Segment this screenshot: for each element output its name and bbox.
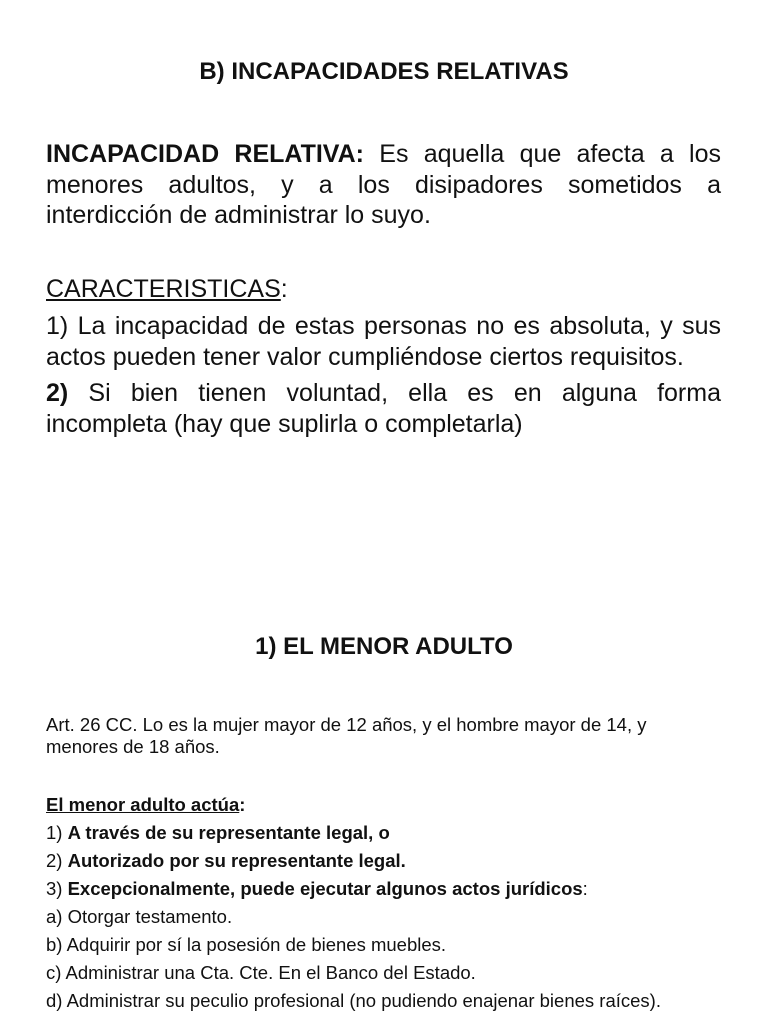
acts-heading: El menor adulto actúa xyxy=(46,794,240,815)
item1-number: 1) xyxy=(46,312,69,340)
option3-number: 3) xyxy=(46,878,68,899)
item1-text: La incapacidad de estas personas no es absoluta, y sus actos pueden tener valor cumpliéndose ciertos requisitos. xyxy=(46,312,721,371)
characteristics-colon: : xyxy=(280,275,288,303)
characteristics-heading-line xyxy=(46,274,721,305)
sub-item-b: b) Adquirir por sí la posesión de bienes muebles. xyxy=(46,934,447,955)
acts-option-2 xyxy=(46,847,722,875)
option3-text: Excepcionalmente, puede ejecutar algunos actos jurídicos xyxy=(67,878,583,899)
option2-text: Autorizado por su representante legal. xyxy=(67,850,406,871)
item2-text: Si bien tienen voluntad, ella es en alguna forma incompleta (hay que suplirla o completarla) xyxy=(46,379,721,438)
definition-paragraph xyxy=(46,139,721,231)
definition-label: INCAPACIDAD RELATIVA: xyxy=(46,140,365,168)
item2-number: 2) xyxy=(46,379,69,407)
option2-number: 2) xyxy=(46,850,68,871)
acts-option-3 xyxy=(46,875,722,903)
section-title-menor-adulto: 1) EL MENOR ADULTO xyxy=(255,633,513,660)
option3-colon: : xyxy=(582,878,588,899)
option1-number: 1) xyxy=(46,822,68,843)
sub-item-d: d) Administrar su peculio profesional (no pudiendo enajenar bienes raíces). xyxy=(46,990,661,1011)
characteristic-item-2 xyxy=(46,378,721,439)
sub-item-c: c) Administrar una Cta. Cte. En el Banco del Estado. xyxy=(46,962,476,983)
option1-text: A través de su representante legal, o xyxy=(67,822,390,843)
acts-option-1 xyxy=(46,819,722,847)
sub-item-a: a) Otorgar testamento. xyxy=(46,906,233,927)
definition-text: Es aquella que afecta a los menores adultos, y a los disipadores sometidos a interdicción de administrar lo suyo. xyxy=(46,140,721,229)
characteristics-heading: CARACTERISTICAS xyxy=(46,275,281,303)
acts-colon: : xyxy=(239,794,246,815)
acts-heading-line xyxy=(46,794,722,816)
section-title-incapacidades-relativas: B) INCAPACIDADES RELATIVAS xyxy=(199,58,569,85)
article-paragraph: Art. 26 CC. Lo es la mujer mayor de 12 años, y el hombre mayor de 14, y menores de 18 años. xyxy=(46,714,647,757)
characteristic-item-1 xyxy=(46,311,721,372)
